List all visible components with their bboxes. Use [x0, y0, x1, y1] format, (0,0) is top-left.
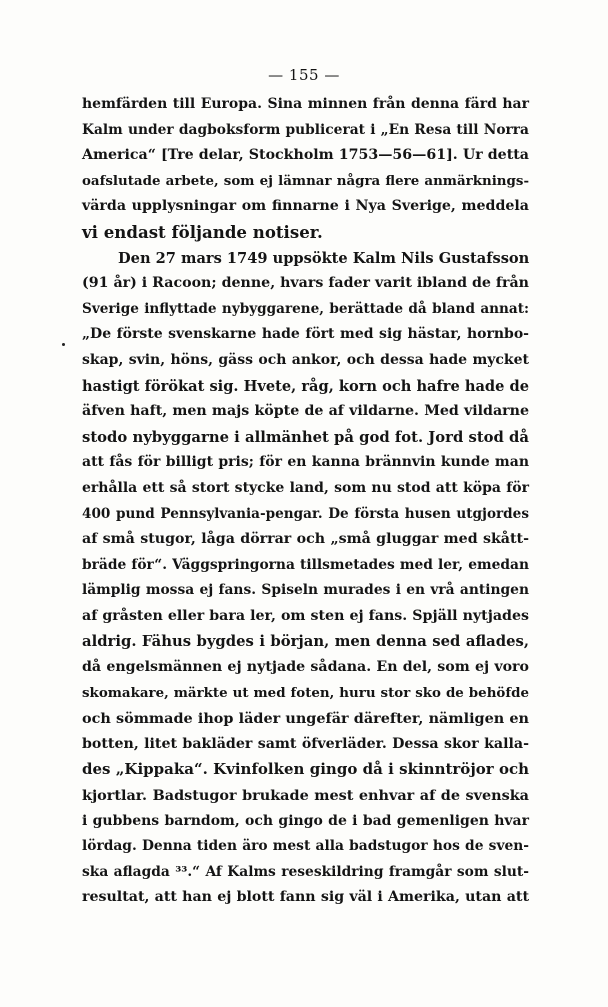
text-line: vi endast följande notiser. [82, 221, 323, 242]
text-line: 400 pund Pennsylvania-pengar. De första husen utgjordes [82, 505, 529, 522]
text-line: Kalm under dagboksform publicerat i „En Resa till Norra [82, 121, 529, 138]
text-line: af små stugor, låga dörrar och „små gluggar med skått- [82, 531, 529, 548]
text-line: (91 år) i Racoon; denne, hvars fader varit ibland de från [82, 275, 529, 292]
text-line: af gråsten eller bara ler, om sten ej fans. Spjäll nytjades [82, 607, 529, 624]
text-line: Sverige inflyttade nybyggarene, berättade då bland annat: [82, 300, 529, 317]
text-line: då engelsmännen ej nytjade sådana. En del, som ej voro [82, 659, 529, 676]
text-line: Den 27 mars 1749 uppsökte Kalm Nils Gustafsson [118, 249, 530, 267]
text-line: bräde för“. Väggspringorna tillsmetades med ler, emedan [82, 556, 529, 573]
text-line: och sömmade ihop läder ungefär därefter, nämligen en [82, 710, 529, 728]
text-line: des „Kippaka“. Kvinfolken gingo då i skinntröjor och [82, 760, 529, 779]
text-line: „De förste svenskarne hade fört med sig hästar, hornbo- [82, 326, 529, 343]
page-number: — 155 — [268, 66, 340, 84]
paragraph-2 [82, 246, 529, 911]
text-line: erhålla ett så stort stycke land, som nu stod att köpa för [82, 479, 529, 496]
text-line: att fås för billigt pris; för en kanna brännvin kunde man [82, 454, 529, 471]
text-line: hastigt förökat sig. Hvete, råg, korn och hafre hade de [82, 377, 529, 395]
text-line: botten, litet bakläder samt öfverläder. Dessa skor kalla- [82, 735, 529, 752]
text-line: i gubbens barndom, och gingo de i bad gemenligen hvar [82, 812, 529, 829]
text-line: värda upplysningar om finnarne i Nya Sverige, meddela [82, 198, 529, 215]
text-line: äfven haft, men majs köpte de af vildarne. Med vildarne [82, 403, 529, 420]
text-line: hemfärden till Europa. Sina minnen från denna färd har [82, 96, 529, 112]
body-text [82, 92, 529, 911]
paragraph-1 [82, 92, 529, 246]
text-line: ska aflagda ³³.“ Af Kalms reseskildring framgår som slut- [82, 863, 529, 880]
text-line: America“ [Tre delar, Stockholm 1753—56—61]. Ur detta [82, 147, 529, 164]
text-line: aldrig. Fähus bygdes i början, men denna sed aflades, [82, 633, 529, 651]
text-line: kjortlar. Badstugor brukade mest enhvar af de svenska [82, 787, 529, 805]
text-line: lördag. Denna tiden äro mest alla badstugor hos de sven- [82, 838, 529, 855]
text-line: skomakare, märkte ut med foten, huru stor sko de behöfde [82, 684, 529, 701]
print-speck [62, 343, 65, 346]
text-line: stodo nybyggarne i allmänhet på god fot. Jord stod då [82, 428, 529, 446]
text-line: skap, svin, höns, gäss och ankor, och dessa hade mycket [82, 351, 529, 368]
text-line: oafslutade arbete, som ej lämnar några flere anmärknings- [82, 172, 529, 189]
text-line: resultat, att han ej blott fann sig väl i Amerika, utan att [82, 889, 529, 906]
text-line: lämplig mossa ej fans. Spiseln murades i en vrå antingen [82, 582, 529, 599]
